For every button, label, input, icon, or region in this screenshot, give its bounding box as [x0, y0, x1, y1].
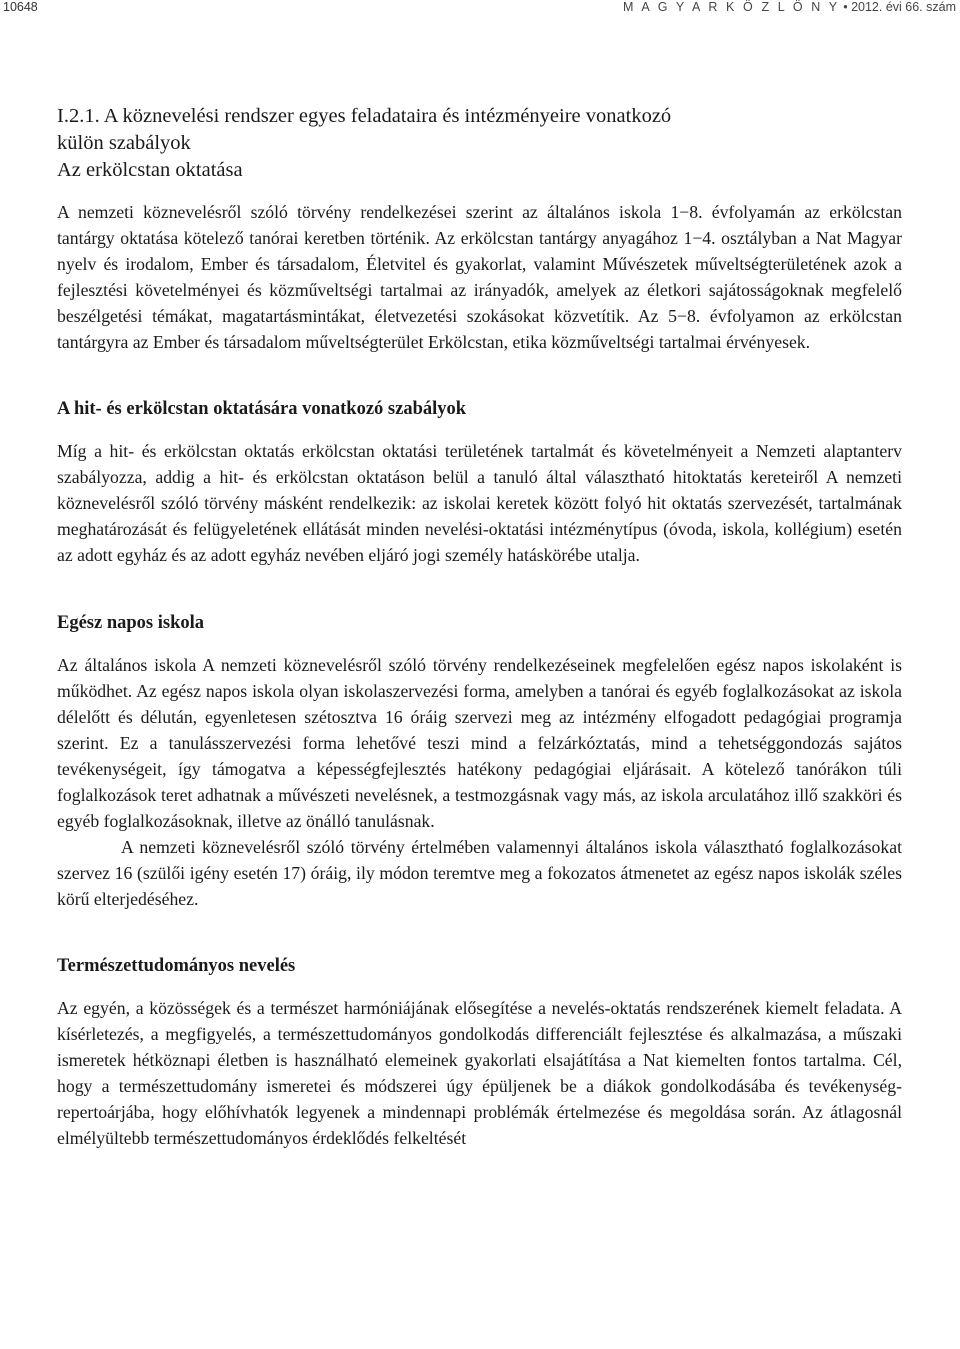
heading-termeszettudomanyos: Természettudományos nevelés — [57, 956, 296, 976]
section-title-line2: külön szabályok — [57, 132, 191, 154]
document-body — [57, 103, 902, 1151]
paragraph-hit-erkolcstan: Míg a hit- és erkölcstan oktatás erkölcstan oktatási területének tartalmát és követelményeit a Nemzeti alaptanterv szabályozza, addig a hit- és erkölcstan oktatáson belül a tanuló által választható hitoktatás kereteiről A nemzeti köznevelésről szóló törvény másként rendelkezik: az iskolai keretek között folyó hit oktatás szervezését, tartalmának meghatározását és felügyeletének ellátását minden nevelési-oktatási intézménytípus (óvoda, iskola, kollégium) esetén az adott egyház és az adott egyház nevében eljáró jogi személy hatáskörébe utalja. — [57, 441, 902, 565]
paragraph-erkolcstan: A nemzeti köznevelésről szóló törvény rendelkezései szerint az általános iskola 1−8. évfolyamán az erkölcstan tantárgy oktatása kötelező tanórai keretben történik. Az erkölcstan tantárgy anyagához 1−4. osztályban a Nat Magyar nyelv és irodalom, Ember és társadalom, Életvitel és gyakorlat, valamint Művészetek műveltségterületének azok a fejlesztési követelményei és közműveltségi tartalmai az irányadók, amelyek az életkori sajátosságoknak megfelelő beszélgetési témákat, magatartásmintákat, életvezetési szokásokat közvetítik. Az 5−8. évfolyamon az erkölcstan tantárgyra az Ember és társadalom műveltségterület Erkölcstan, etika közműveltségi tartalmai érvényesek. — [57, 202, 902, 352]
paragraph-egesz-napos-2: A nemzeti köznevelésről szóló törvény értelmében valamennyi általános iskola választható foglalkozásokat szervez 16 (szülői igény esetén 17) óráig, ily módon teremtve meg a fokozatos átmenetet az egész napos iskolák széles körű elterjedéséhez. — [57, 837, 902, 909]
journal-name: M A G Y A R K Ö Z L Ö N Y — [623, 0, 840, 14]
section-title-line1: I.2.1. A köznevelési rendszer egyes feladataira és intézményeire vonatkozó — [57, 105, 672, 127]
running-header — [0, 0, 960, 20]
page-number: 10648 — [3, 0, 38, 14]
paragraph-termeszettudomanyos: Az egyén, a közösségek és a természet harmóniájának elősegítése a nevelés-oktatás rendszerének kiemelt feladata. A kísérletezés, a megfigyelés, a természettudományos gondolkodás differenciált fejlesztése és alkalmazása, a műszaki ismeretek hétköznapi életben is használható elemeinek gyakorlati elsajátítása a Nat kiemelten fontos tartalma. Cél, hogy a természettudomány ismeretei és módszerei úgy épüljenek be a diákok gondolkodásába és tevékenység-repertoárjába, hogy előhívhatók legyenek a mindennapi problémák értelmezése és megoldása során. Az átlagosnál elmélyültebb természettudományos érdeklődés felkeltését — [57, 998, 902, 1148]
heading-hit-erkolcstan: A hit- és erkölcstan oktatására vonatkozó szabályok — [57, 399, 467, 419]
paragraph-egesz-napos: Az általános iskola A nemzeti köznevelésről szóló törvény rendelkezéseinek megfelelően egész napos iskolaként is működhet. Az egész napos iskola olyan iskolaszervezési forma, amelyben a tanórai és egyéb foglalkozásokat az iskola délelőtt és délután, egyenletesen szétosztva 16 óráig szervezi meg az intézmény elfogadott pedagógiai programja szerint. Ez a tanulásszervezési forma lehetővé teszi mind a felzárkóztatás, mind a tehetséggondozás sajátos tevékenységeit, így támogatva a képességfejlesztés hatékony pedagógiai eljárásait. A kötelező tanórákon túli foglalkozások teret adhatnak a művészeti nevelésnek, a testmozgásnak vagy más, az iskola arculatához illő szakköri és egyéb foglalkozásoknak, illetve az önálló tanulásnak. — [57, 655, 902, 831]
section-subtitle: Az erkölcstan oktatása — [57, 159, 243, 181]
journal-info — [623, 0, 956, 14]
header-separator: • — [843, 0, 848, 14]
issue-label: 2012. évi 66. szám — [851, 0, 956, 14]
heading-egesz-napos: Egész napos iskola — [57, 613, 205, 633]
